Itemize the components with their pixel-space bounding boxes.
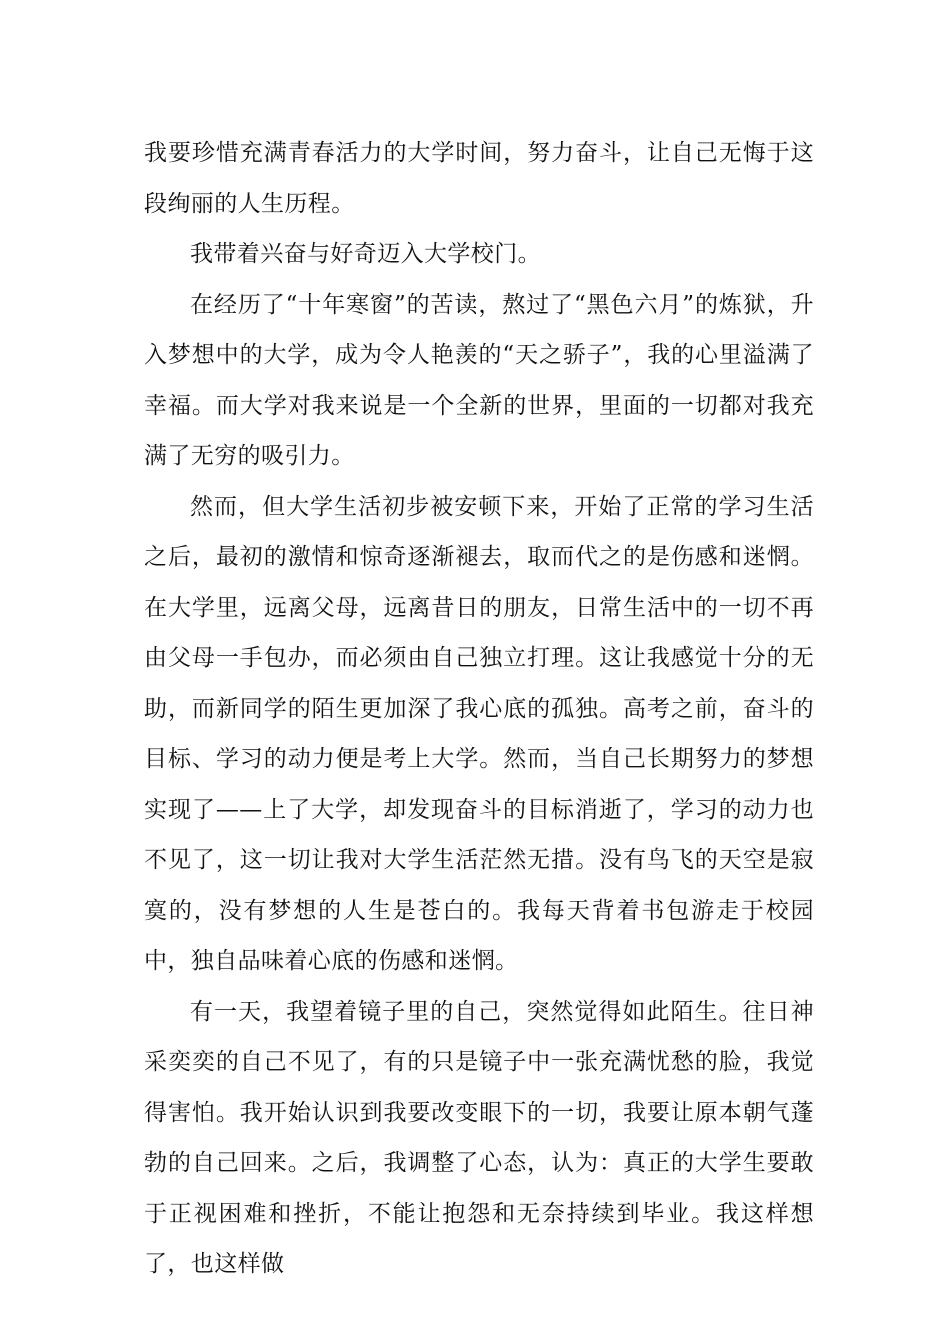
paragraph: 我要珍惜充满青春活力的大学时间，努力奋斗，让自己无悔于这段绚丽的人生历程。: [144, 140, 814, 217]
paragraph: 在经历了“十年寒窗”的苦读，熬过了“黑色六月”的炼狱，升入梦想中的大学，成为令人艳羡的“天之骄子”，我的心里溢满了幸福。而大学对我来说是一个全新的世界，里面的一切都对我充满了无穷的吸引力。: [144, 291, 814, 469]
document-body: [144, 128, 814, 1290]
paragraph: 然而，但大学生活初步被安顿下来，开始了正常的学习生活之后，最初的激情和惊奇逐渐褪去，取而代之的是伤感和迷惘。在大学里，远离父母，远离昔日的朋友，日常生活中的一切不再由父母一手包办，而必须由自己独立打理。这让我感觉十分的无助，而新同学的陌生更加深了我心底的孤独。高考之前，奋斗的目标、学习的动力便是考上大学。然而，当自己长期努力的梦想实现了——上了大学，却发现奋斗的目标消逝了，学习的动力也不见了，这一切让我对大学生活茫然无措。没有鸟飞的天空是寂寞的，没有梦想的人生是苍白的。我每天背着书包游走于校园中，独自品味着心底的伤感和迷惘。: [144, 493, 814, 974]
paragraph: 我带着兴奋与好奇迈入大学校门。: [190, 241, 541, 267]
paragraph: 有一天，我望着镜子里的自己，突然觉得如此陌生。往日神采奕奕的自己不见了，有的只是镜子中一张充满忧愁的脸，我觉得害怕。我开始认识到我要改变眼下的一切，我要让原本朝气蓬勃的自己回来。之后，我调整了心态，认为：真正的大学生要敢于正视困难和挫折，不能让抱怨和无奈持续到毕业。我这样想了，也这样做: [144, 998, 814, 1277]
